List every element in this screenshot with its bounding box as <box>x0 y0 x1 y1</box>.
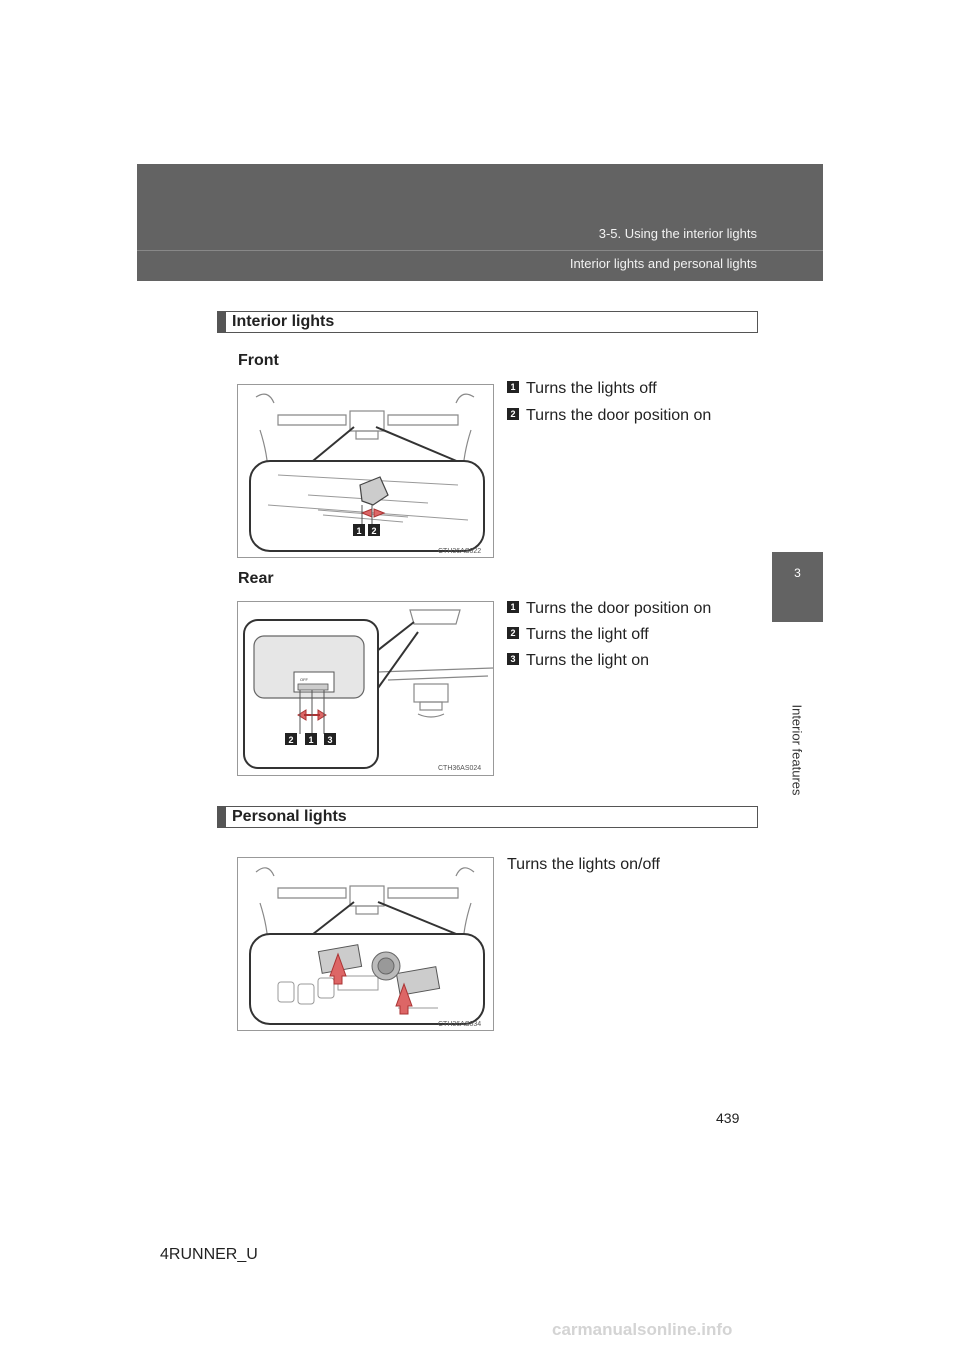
svg-text:1: 1 <box>308 735 314 745</box>
section-heading-personal <box>217 806 758 828</box>
chapter-tab[interactable] <box>772 552 823 622</box>
figure-personal <box>237 857 494 1031</box>
figure-code: CTH36AS034 <box>438 1021 482 1028</box>
subheading-front: Front <box>238 352 279 369</box>
svg-text:2: 2 <box>371 526 377 536</box>
item-number: 1 <box>507 601 519 613</box>
item-number: 1 <box>507 381 519 393</box>
watermark: carmanualsonline.info <box>552 1320 733 1339</box>
subheading-rear: Rear <box>238 570 274 587</box>
item-text: Turns the lights off <box>526 380 657 397</box>
item-number: 2 <box>507 408 519 420</box>
item-text: Turns the door position on <box>526 407 712 424</box>
header-section: 3-5. Using the interior lights <box>598 226 757 241</box>
item-number: 3 <box>507 653 519 665</box>
front-light-illustration <box>238 385 493 557</box>
rear-item-2 <box>507 626 649 644</box>
page-header <box>137 164 823 281</box>
page-number: 439 <box>716 1110 740 1126</box>
chapter-label <box>785 690 809 810</box>
svg-text:3: 3 <box>327 735 333 745</box>
item-text: Turns the door position on <box>526 600 712 617</box>
chapter-label-text: Interior features <box>789 704 805 796</box>
personal-text: Turns the lights on/off <box>507 856 660 873</box>
header-title: Interior lights and personal lights <box>569 256 757 271</box>
figure-front <box>237 384 494 558</box>
model-code: 4RUNNER_U <box>160 1246 258 1263</box>
item-text: Turns the light off <box>526 626 649 643</box>
svg-text:OFF: OFF <box>300 677 308 682</box>
svg-text:1: 1 <box>356 526 362 536</box>
rear-item-1 <box>507 600 711 618</box>
section-heading-interior <box>217 311 758 333</box>
figure-code: CTH36AS022 <box>438 548 482 555</box>
item-text: Turns the light on <box>526 652 650 669</box>
rear-light-illustration <box>238 602 493 775</box>
svg-text:2: 2 <box>288 735 294 745</box>
section-heading-text: Interior lights <box>232 313 335 330</box>
chapter-number: 3 <box>794 566 801 580</box>
front-item-2 <box>507 407 711 425</box>
rear-item-3 <box>507 652 649 670</box>
item-number: 2 <box>507 627 519 639</box>
personal-light-illustration <box>238 858 493 1030</box>
figure-rear <box>237 601 494 776</box>
front-item-1 <box>507 380 657 398</box>
header-divider <box>137 250 823 251</box>
section-heading-text: Personal lights <box>232 808 347 825</box>
figure-code: CTH36AS024 <box>438 765 482 772</box>
